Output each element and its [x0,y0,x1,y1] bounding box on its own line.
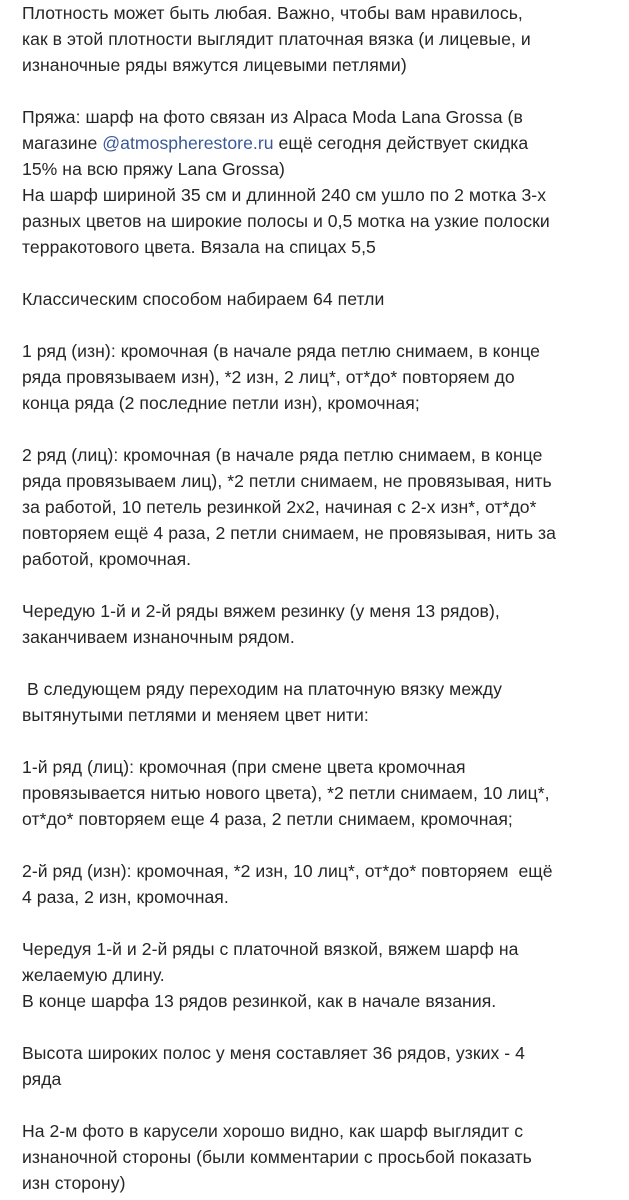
paragraph-cast-on [22,286,622,312]
paragraph-stripes [22,1040,622,1092]
text-line: ряда провязываем лиц), *2 петли снимаем, не провязывая, нить [22,471,552,491]
paragraph-garter-row-1 [22,754,622,832]
paragraph-gap [22,832,622,858]
paragraph-row-2 [22,442,622,572]
post-caption [22,0,622,1196]
paragraph-rib [22,598,622,650]
text-line: 15% на всю пряжу Lana Grossa) [22,159,285,179]
text-line: На 2-м фото в карусели хорошо видно, как шарф выглядит с [22,1121,524,1141]
text-line: провязывается нитью нового цвета), *2 петли снимаем, 10 лиц*, [22,783,550,803]
paragraph-gap [22,1014,622,1040]
text-line: работой, кромочная. [22,549,192,569]
paragraph-garter-switch [22,676,622,728]
text-line: ряда провязываем изн), *2 изн, 2 лиц*, от*до* повторяем до [22,367,515,387]
paragraph-row-1 [22,338,622,416]
text-line: изн сторону) [22,1173,126,1193]
paragraph-gap [22,78,622,104]
paragraph-garter-row-2 [22,858,622,910]
text-line: Высота широких полос у меня составляет 36 рядов, узких - 4 [22,1043,525,1063]
paragraph-gap [22,650,622,676]
text-line: за работой, 10 петель резинкой 2х2, начиная с 2-х изн*, от*до* [22,497,537,517]
paragraph-gap [22,416,622,442]
paragraph-length [22,936,622,1014]
store-mention-link[interactable]: @atmospherestore.ru [102,133,274,153]
text-line: 1-й ряд (лиц): кромочная (при смене цвета кромочная [22,757,466,777]
text-line: Классическим способом набираем 64 петли [22,289,385,309]
paragraph-gap [22,1092,622,1118]
text-line: конца ряда (2 последние петли изн), кромочная; [22,393,420,413]
paragraph-yarn [22,104,622,260]
text-line: повторяем ещё 4 раза, 2 петли снимаем, не провязывая, нить за [22,523,557,543]
paragraph-gap [22,260,622,286]
text-line: В конце шарфа 13 рядов резинкой, как в начале вязания. [22,991,497,1011]
text-line: 4 раза, 2 изн, кромочная. [22,887,229,907]
text-line: как в этой плотности выглядит платочная вязка (и лицевые, и [22,29,531,49]
text-line: изнаночные ряды вяжутся лицевыми петлями) [22,55,407,75]
paragraph-gap [22,910,622,936]
text-line: изнаночной стороны (были комментарии с просьбой показать [22,1147,532,1167]
text-line-with-mention [22,130,622,156]
paragraph-gap [22,728,622,754]
text-line: желаемую длину. [22,965,165,985]
text-line: заканчиваем изнаночным рядом. [22,627,295,647]
text-line: от*до* повторяем еще 4 раза, 2 петли снимаем, кромочная; [22,809,513,829]
text-line: вытянутыми петлями и меняем цвет нити: [22,705,369,725]
text-line: В следующем ряду переходим на платочную вязку между [22,679,502,699]
paragraph-gap [22,572,622,598]
text-line: терракотового цвета. Вязала на спицах 5,5 [22,237,376,257]
text-line: 1 ряд (изн): кромочная (в начале ряда петлю снимаем, в конце [22,341,540,361]
text-line: Чередуя 1-й и 2-й ряды с платочной вязкой, вяжем шарф на [22,939,519,959]
text-line: 2-й ряд (изн): кромочная, *2 изн, 10 лиц*, от*до* повторяем ещё [22,861,553,881]
text-line: разных цветов на широкие полосы и 0,5 мотка на узкие полоски [22,211,550,231]
text-line: Чередую 1-й и 2-й ряды вяжем резинку (у меня 13 рядов), [22,601,500,621]
text-line: 2 ряд (лиц): кромочная (в начале ряда петлю снимаем, в конце [22,445,543,465]
text-line: Пряжа: шарф на фото связан из Alpaca Moda Lana Grossa (в [22,107,523,127]
paragraph-carousel-note [22,1118,622,1196]
text-line: На шарф шириной 35 см и длинной 240 см ушло по 2 мотка 3-х [22,185,547,205]
text-line: Плотность может быть любая. Важно, чтобы вам нравилось, [22,3,523,23]
text-line: ряда [22,1069,62,1089]
paragraph-density [22,0,622,78]
text-fragment: ещё сегодня действует скидка [273,133,529,153]
text-fragment: магазине [22,133,103,153]
paragraph-gap [22,312,622,338]
